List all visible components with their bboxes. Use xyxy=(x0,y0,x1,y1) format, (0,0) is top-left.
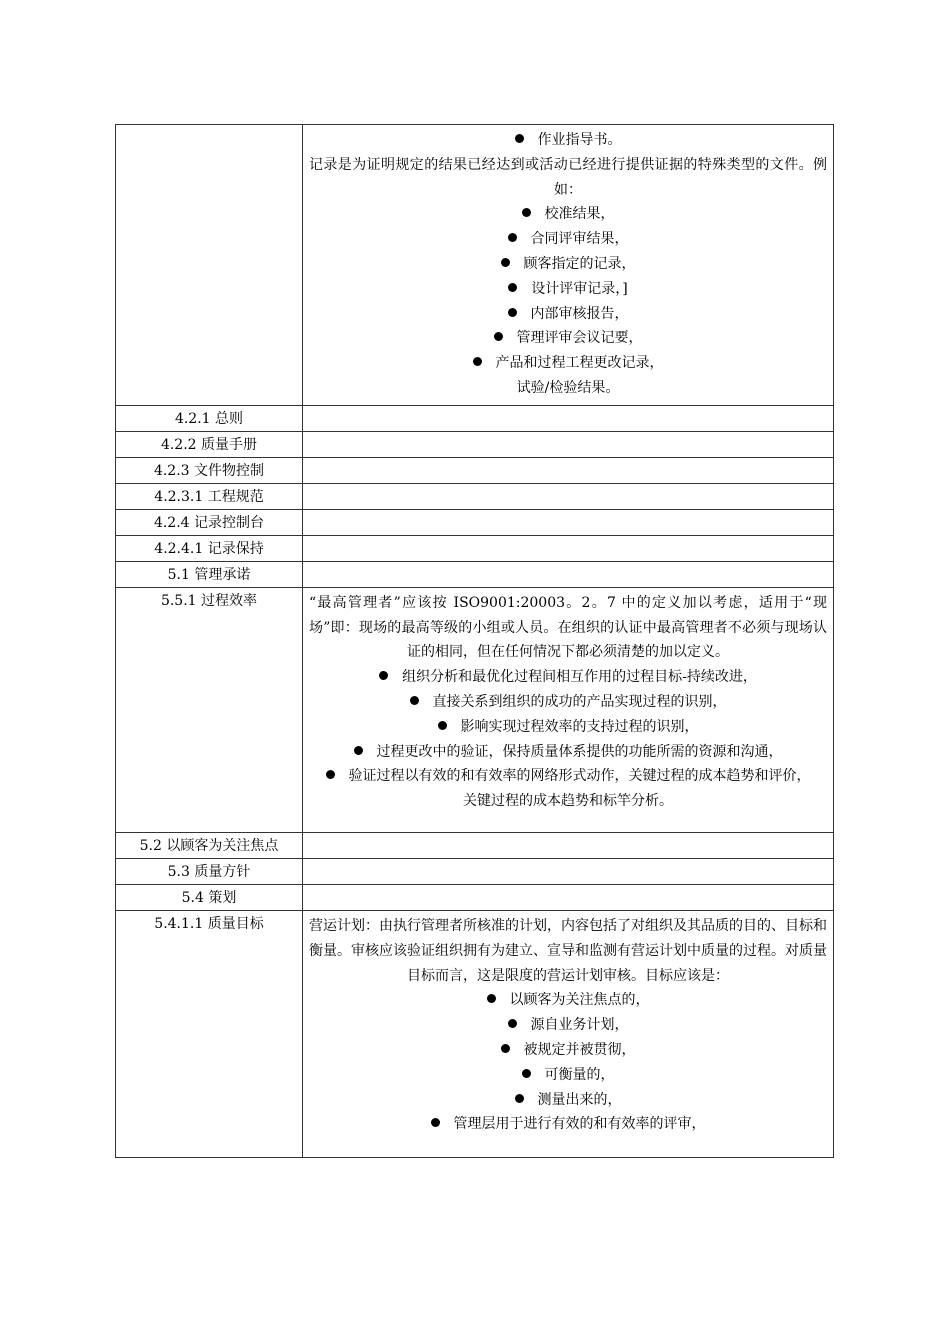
paragraph: 记录是为证明规定的结果已经达到或活动已经进行提供证据的特殊类型的文件。例如： xyxy=(309,156,827,198)
bullet-item: 验证过程以有效的和有效率的网络形式动作，关键过程的成本趋势和评价， xyxy=(309,764,827,789)
table-row xyxy=(116,457,834,483)
section-content-cell xyxy=(303,457,834,483)
bullet-item: 测量出来的， xyxy=(309,1088,827,1113)
section-label-cell: 5.3 质量方针 xyxy=(116,858,303,884)
table-row xyxy=(116,910,834,1157)
bullet-item: 过程更改中的验证，保持质量体系提供的功能所需的资源和沟通， xyxy=(309,740,827,765)
bullet-item: 作业指导书。 xyxy=(309,128,827,153)
bullet-dot-icon xyxy=(494,332,503,341)
bullet-item: 顾客指定的记录， xyxy=(309,252,827,277)
section-label-cell: 5.4 策划 xyxy=(116,884,303,910)
section-content-cell xyxy=(303,431,834,457)
section-label-cell xyxy=(116,125,303,406)
bullet-dot-icon xyxy=(508,283,517,292)
bullet-dot-icon xyxy=(508,1019,517,1028)
bullet-dot-icon xyxy=(431,1118,440,1127)
paragraph: 营运计划：由执行管理者所核准的计划，内容包括了对组织及其品质的目的、目标和衡量。审核应该验证组织拥有为建立、宣导和监测有营运计划中质量的过程。对质量目标而言，这是限度的营运计划审核。目标应该是： xyxy=(309,917,827,984)
bullet-item: 影响实现过程效率的支持过程的识别， xyxy=(309,715,827,740)
section-content-cell xyxy=(303,405,834,431)
section-content-cell xyxy=(303,125,834,406)
bullet-dot-icon xyxy=(379,671,388,680)
table-row xyxy=(116,125,834,406)
section-label-cell: 5.2 以顾客为关注焦点 xyxy=(116,832,303,858)
bullet-dot-icon xyxy=(515,134,524,143)
bullet-dot-icon xyxy=(326,770,335,779)
table-row xyxy=(116,405,834,431)
bullet-item: 管理层用于进行有效的和有效率的评审， xyxy=(309,1112,827,1137)
bullet-item: 管理评审会议记要， xyxy=(309,326,827,351)
bullet-dot-icon xyxy=(410,696,419,705)
table-row xyxy=(116,483,834,509)
text-line: 关键过程的成本趋势和标竿分析。 xyxy=(463,793,673,810)
section-content-cell xyxy=(303,587,834,832)
section-content-cell xyxy=(303,535,834,561)
bullet-dot-icon xyxy=(438,721,447,730)
section-label-cell: 5.1 管理承诺 xyxy=(116,561,303,587)
section-content-cell xyxy=(303,858,834,884)
bullet-dot-icon xyxy=(522,1069,531,1078)
bullet-dot-icon xyxy=(508,308,517,317)
section-label-cell: 5.5.1 过程效率 xyxy=(116,587,303,832)
bullet-item: 设计评审记录，] xyxy=(309,277,827,302)
bullet-dot-icon xyxy=(515,1094,524,1103)
section-label-cell: 4.2.2 质量手册 xyxy=(116,431,303,457)
bullet-item: 以顾客为关注焦点的， xyxy=(309,988,827,1013)
bullet-dot-icon xyxy=(501,258,510,267)
bullet-item: 合同评审结果， xyxy=(309,227,827,252)
table-row xyxy=(116,832,834,858)
bullet-dot-icon xyxy=(473,357,482,366)
bullet-item: 直接关系到组织的成功的产品实现过程的识别， xyxy=(309,690,827,715)
section-label-cell: 4.2.4 记录控制台 xyxy=(116,509,303,535)
section-content-cell xyxy=(303,483,834,509)
table-row xyxy=(116,535,834,561)
bullet-item: 校准结果， xyxy=(309,202,827,227)
bullet-item: 被规定并被贯彻， xyxy=(309,1038,827,1063)
section-content-cell xyxy=(303,884,834,910)
section-label-cell: 4.2.3.1 工程规范 xyxy=(116,483,303,509)
paragraph: “最高管理者”应该按 ISO9001:20003。2。7 中的定义加以考虑，适用于“现场”即：现场的最高等级的小组或人员。在组织的认证中最高管理者不必须与现场认证的相同，但在任何情况下都必须清楚的加以定义。 xyxy=(309,594,827,661)
bullet-dot-icon xyxy=(501,1044,510,1053)
section-label-cell: 5.4.1.1 质量目标 xyxy=(116,910,303,1157)
table-row xyxy=(116,561,834,587)
table-row xyxy=(116,509,834,535)
bullet-dot-icon xyxy=(522,208,531,217)
section-content-cell xyxy=(303,832,834,858)
text-line: 试验/检验结果。 xyxy=(516,379,620,396)
bullet-item: 组织分析和最优化过程间相互作用的过程目标-持续改进， xyxy=(309,665,827,690)
section-content-cell xyxy=(303,561,834,587)
section-label-cell: 4.2.4.1 记录保持 xyxy=(116,535,303,561)
section-label-cell: 4.2.3 文件物控制 xyxy=(116,457,303,483)
bullet-dot-icon xyxy=(487,994,496,1003)
table-row xyxy=(116,431,834,457)
bullet-item: 源自业务计划， xyxy=(309,1013,827,1038)
document-table xyxy=(115,124,834,1158)
section-label-cell: 4.2.1 总则 xyxy=(116,405,303,431)
bullet-dot-icon xyxy=(508,233,517,242)
section-content-cell xyxy=(303,509,834,535)
table-row xyxy=(116,858,834,884)
bullet-item: 产品和过程工程更改记录， xyxy=(309,351,827,376)
bullet-item: 内部审核报告， xyxy=(309,302,827,327)
table-row xyxy=(116,884,834,910)
bullet-dot-icon xyxy=(354,746,363,755)
table-row xyxy=(116,587,834,832)
bullet-item: 可衡量的， xyxy=(309,1063,827,1088)
section-content-cell xyxy=(303,910,834,1157)
